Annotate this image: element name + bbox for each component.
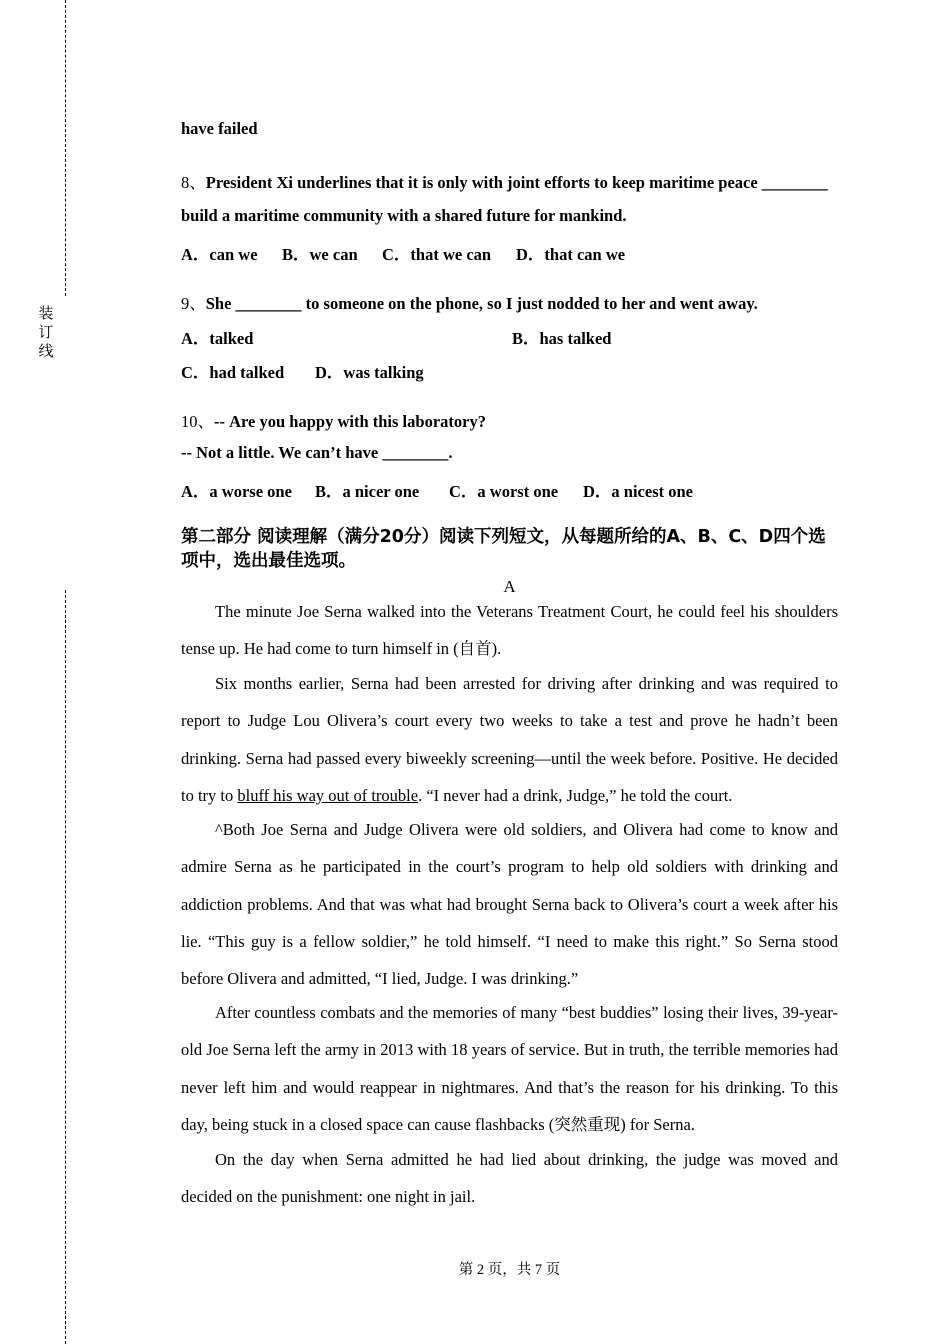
binding-char: 订 [38,323,54,341]
paragraph-text: . “I never had a drink, Judge,” he told the court. [418,785,733,805]
option-a[interactable]: A．talked [181,329,254,348]
binding-line-bottom [65,590,66,1344]
passage-paragraph-1: The minute Joe Serna walked into the Veterans Treatment Court, he could feel his shoulders tense up. He had come to turn himself in (自首). [181,602,838,659]
question-10-response: -- Not a little. We can’t have ________. [181,443,453,462]
question-text: She ________ to someone on the phone, so I just nodded to her and went away. [205,294,758,313]
option-c[interactable]: C．a worst one [449,482,559,501]
binding-line-top [65,0,66,296]
section-title: 第二部分 阅读理解（满分20分）阅读下列短文，从每题所给的A、B、C、D四个选项中，选出最佳选项。 [181,527,826,571]
question-10-stem [181,408,486,432]
underlined-phrase: bluff his way out of trouble [237,785,419,805]
option-a[interactable]: A．a worse one [181,482,292,501]
binding-char: 装 [38,304,54,322]
option-a[interactable]: A．can we [181,245,258,264]
continuation-text: have failed [181,119,258,138]
option-c[interactable]: C．that we can [382,245,492,264]
question-8-stem-continued: build a maritime community with a shared future for mankind. [181,206,627,225]
page-footer: 第 2 页，共 7 页 [458,1262,561,1278]
passage-label: A [503,577,516,596]
option-d[interactable]: D．was talking [315,363,424,382]
question-number: 10、 [181,412,214,431]
question-text: -- Are you happy with this laboratory? [214,412,486,431]
option-d[interactable]: D．a nicest one [583,482,693,501]
option-b[interactable]: B．we can [282,245,358,264]
binding-label [37,304,55,361]
passage-paragraph-2 [181,665,838,814]
option-b[interactable]: B．has talked [512,329,612,348]
question-9-stem [181,290,758,314]
passage-paragraph-5: On the day when Serna admitted he had lied about drinking, the judge was moved and decided on the punishment: one night in jail. [181,1150,838,1207]
option-c[interactable]: C．had talked [181,363,285,382]
paragraph-text: Six months earlier, Serna had been arrested for driving after drinking and was required to report to Judge Lou Olivera’s court every two weeks to take a test and prove he hadn’t been drinking. Serna had passed every biweekly screening—until the week before. Positive. He decided to try to [181,674,838,805]
question-8-stem [181,169,828,193]
binding-char: 线 [38,342,54,360]
passage-paragraph-4: After countless combats and the memories of many “best buddies” losing their lives, 39-year-old Joe Serna left the army in 2013 with 18 years of service. But in truth, the terrible memories had never left him and would reappear in nightmares. And that’s the reason for his drinking. To this day, being stuck in a closed space can cause flashbacks (突然重现) for Serna. [181,1003,838,1134]
option-d[interactable]: D．that can we [516,245,626,264]
question-number: 8、 [181,173,206,192]
passage-paragraph-3: ^Both Joe Serna and Judge Olivera were old soldiers, and Olivera had come to know and admire Serna as he participated in the court’s program to help old soldiers with drinking and addiction problems. And that was what had brought Serna back to Olivera’s court a week after his lie. “This guy is a fellow soldier,” he told himself. “I need to make this right.” So Serna stood before Olivera and admitted, “I lied, Judge. I was drinking.” [181,820,838,989]
option-b[interactable]: B．a nicer one [315,482,420,501]
question-text: President Xi underlines that it is only with joint efforts to keep maritime peace ________ [205,173,828,192]
question-number: 9、 [181,294,206,313]
